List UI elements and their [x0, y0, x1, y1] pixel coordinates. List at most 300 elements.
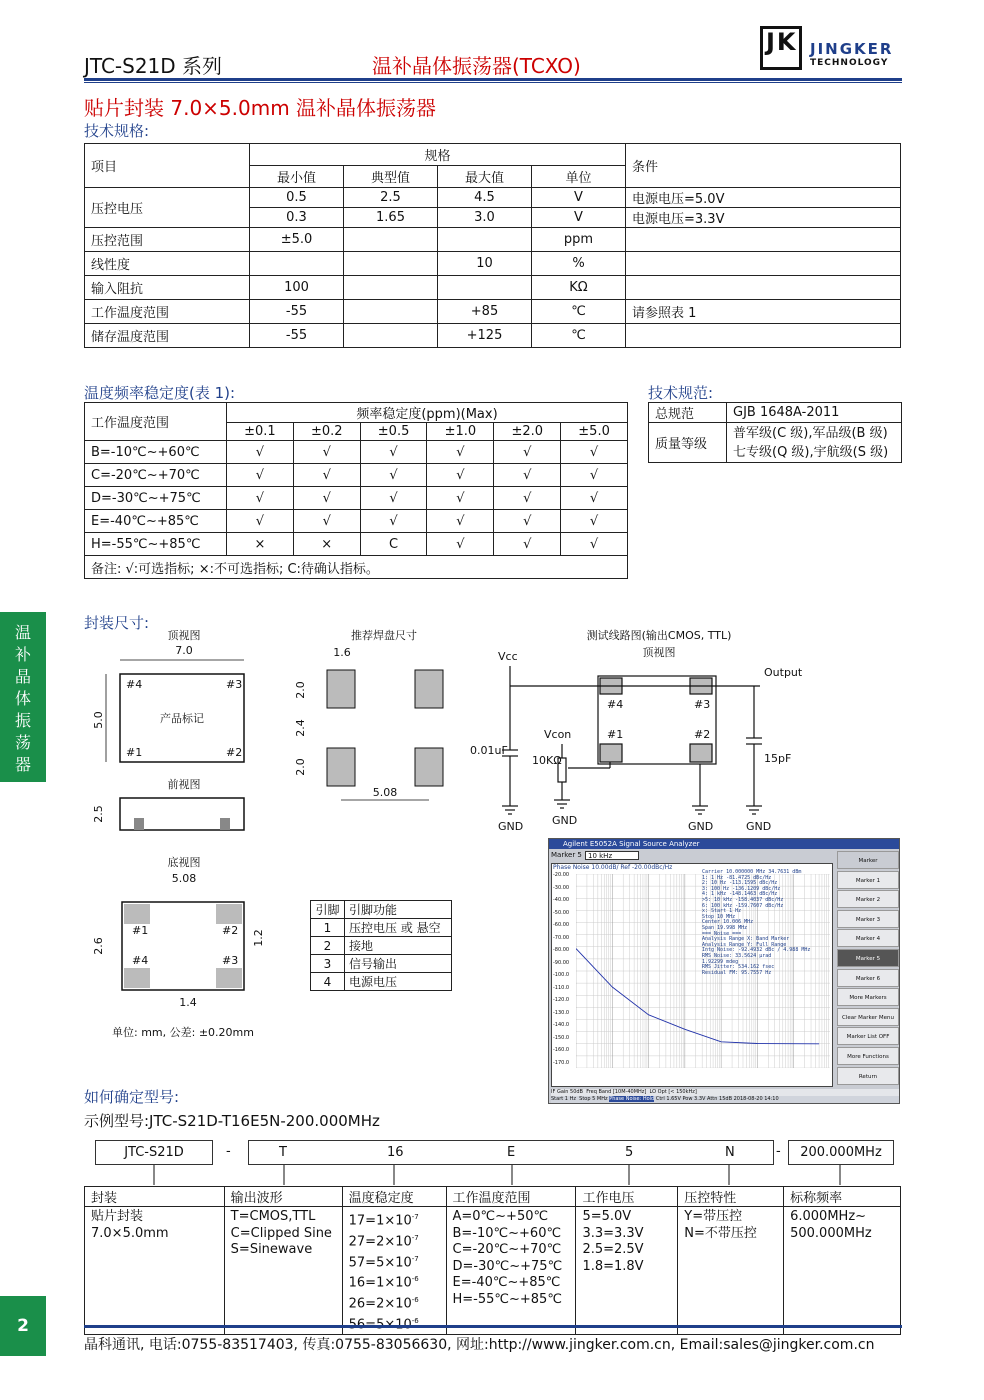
table-cell: 1.65 [344, 208, 438, 228]
model-option [684, 1209, 777, 1226]
model-option-text: 57=5×10 [348, 1254, 412, 1270]
footer-rule [84, 1325, 902, 1328]
table-cell: 4.5 [438, 188, 532, 208]
model-option [349, 1251, 440, 1272]
table-cell: 储存温度范围 [85, 324, 250, 348]
table-cell [626, 252, 901, 276]
sa-menu-item[interactable]: Marker 5 [837, 949, 899, 967]
sa-menu-item[interactable]: Marker 3 [837, 910, 899, 928]
side-char: 荡 [14, 733, 31, 752]
model-option-text: 1.8=1.8V [582, 1258, 644, 1274]
model-exponent: -6 [411, 1296, 419, 1305]
pad-4 [327, 670, 355, 708]
stab-cell: √ [427, 487, 494, 510]
model-option [582, 1259, 671, 1276]
top-width-dim: 7.0 [175, 644, 193, 657]
stab-cell: √ [227, 510, 294, 533]
logo-name: JINGKER [810, 40, 894, 58]
model-exponent: -7 [411, 1213, 419, 1221]
stab-range: D=-30℃~+75℃ [85, 487, 227, 510]
pad-distance-dim: 5.08 [372, 786, 398, 799]
gnd1-label: GND [498, 820, 524, 833]
side-char: 晶 [14, 667, 31, 686]
model-col-header: 输出波形 [224, 1187, 342, 1207]
model-col [678, 1207, 784, 1335]
sa-y-label: -120.0 [553, 997, 570, 1003]
front-height-dim: 2.5 [92, 805, 105, 823]
table-cell: 3.0 [438, 208, 532, 228]
sa-y-label: -160.0 [553, 1047, 570, 1053]
table-cell: 接地 [345, 937, 452, 955]
table-cell [344, 228, 438, 252]
product-mark-label: 产品标记 [160, 712, 204, 725]
sa-menu-item[interactable]: Return [837, 1067, 899, 1085]
spec-h-typ: 典型值 [344, 166, 438, 188]
model-option-text: 3.3=3.3V [582, 1225, 644, 1241]
table-cell: 0.5 [250, 188, 344, 208]
sa-readout-line: 1.92299 mdeg [702, 958, 739, 965]
table-cell [626, 324, 901, 348]
circ-pin2: #2 [694, 728, 711, 741]
stab-h-fs: 频率稳定度(ppm)(Max) [227, 403, 628, 423]
table-cell [344, 252, 438, 276]
pin-h2: 引脚功能 [345, 901, 452, 919]
unit-note: 单位: mm, 公差: ±0.20mm [112, 1026, 254, 1039]
table-cell: 工作温度范围 [85, 300, 250, 324]
sa-menu-item[interactable]: Marker [837, 851, 899, 869]
logo-letters: JK [766, 28, 798, 56]
sa-status8: Pow 3.3V [682, 1096, 706, 1102]
sa-status5: Stop 5 MHz [579, 1096, 608, 1102]
stab-cell: √ [293, 487, 360, 510]
table-cell: 10 [438, 252, 532, 276]
sa-readout-line: RMS Noise: 33.5624 µrad [702, 952, 772, 959]
spec-h-item: 项目 [85, 144, 250, 188]
table-cell: 压控电压 [85, 188, 250, 228]
tech-heading: 技术规范: [648, 384, 714, 402]
model-option-text: 27=2×10 [348, 1234, 412, 1250]
sa-y-label: -40.00 [553, 897, 570, 903]
stab-cell: × [227, 533, 294, 556]
model-option-text: 7.0×5.0mm [91, 1225, 169, 1241]
sa-menu-item[interactable]: Marker 1 [837, 871, 899, 889]
model-option [349, 1230, 440, 1251]
sa-readout-line: x: Start 1 Hz [702, 908, 742, 915]
sa-status-bar [551, 1089, 899, 1096]
sa-y-label: -60.00 [553, 922, 570, 928]
circ-pin3: #3 [694, 698, 711, 711]
model-option [91, 1226, 218, 1243]
model-box-code [248, 1140, 774, 1165]
table-cell: % [532, 252, 626, 276]
model-option-text: 26=2×10 [348, 1296, 412, 1312]
model-option [453, 1226, 570, 1243]
model-option [790, 1209, 894, 1226]
page-number: 2 [0, 1296, 46, 1356]
model-option [582, 1242, 671, 1259]
table-row [85, 487, 628, 510]
model-option [582, 1209, 671, 1226]
top-pin1: #1 [126, 746, 143, 759]
sa-menu-item[interactable]: Marker List OFF [837, 1027, 899, 1045]
model-option-text: A=0℃~+50℃ [452, 1209, 549, 1224]
stab-col-header: ±5.0 [561, 423, 628, 441]
side-char: 体 [14, 689, 31, 708]
spec-table [84, 143, 901, 348]
model-code-16: 16 [387, 1145, 404, 1160]
model-col [85, 1207, 225, 1335]
pad-h1: 2.0 [294, 681, 307, 699]
tech-table [648, 402, 902, 463]
sa-y-label: -130.0 [553, 1009, 570, 1016]
table-cell: 电源电压=5.0V [626, 188, 901, 208]
table-cell: 电源电压=3.3V [626, 208, 901, 228]
model-heading: 如何确定型号: [84, 1088, 180, 1106]
model-option-text: 5=5.0V [582, 1209, 632, 1224]
stab-cell: √ [494, 441, 561, 464]
model-box-freq: 200.000MHz [788, 1140, 894, 1165]
model-col-header: 工作温度范围 [446, 1187, 576, 1207]
jingker-logo [760, 26, 902, 76]
pad-label: 推荐焊盘尺寸 [351, 629, 417, 642]
main-title: 贴片封装 7.0×5.0mm 温补晶体振荡器 [84, 96, 437, 120]
logo-sub: TECHNOLOGY [810, 58, 889, 68]
sa-status-bar2 [551, 1096, 899, 1103]
stab-cell: √ [494, 533, 561, 556]
sa-date: 2018-08-20 14:10 [733, 1096, 779, 1102]
sa-status6: Phase Noise: Hold [609, 1096, 655, 1102]
gnd2-label: GND [552, 814, 578, 827]
table-cell: ℃ [532, 300, 626, 324]
model-code-e: E [507, 1145, 516, 1160]
model-col-header: 封装 [85, 1187, 225, 1207]
sa-readout-line: >5: 10 kHz -158.4037 dBc/Hz [702, 896, 784, 903]
table-row [85, 510, 628, 533]
table-cell: 2 [311, 937, 345, 955]
sa-y-label: -20.00 [553, 872, 570, 878]
gnd3-label: GND [688, 820, 714, 833]
table-cell: ℃ [532, 324, 626, 348]
sa-readout-line: Center 10.006 MHz [702, 919, 754, 926]
sa-status9: Attn 15dB [707, 1096, 732, 1102]
table-cell: 线性度 [85, 252, 250, 276]
table-cell: V [532, 188, 626, 208]
table-cell: ±5.0 [250, 228, 344, 252]
model-exponent: -7 [411, 1233, 419, 1242]
model-option-text: S=Sinewave [230, 1242, 313, 1257]
table-cell: 压控电压 或 悬空 [345, 919, 452, 937]
table-row [85, 441, 628, 464]
stab-range: H=-55℃~+85℃ [85, 533, 227, 556]
stab-cell: √ [561, 464, 628, 487]
sa-readout-line: Residual FM: 95.7557 Hz [702, 969, 772, 976]
stab-col-header: ±2.0 [494, 423, 561, 441]
table-cell [626, 276, 901, 300]
spec-h-spec: 规格 [250, 144, 626, 166]
sa-readout-line: Analysis Range Y: Full Range [702, 941, 787, 948]
table-cell: 2.5 [344, 188, 438, 208]
vcc-label: Vcc [498, 650, 518, 663]
table-cell: 电源电压 [345, 973, 452, 991]
top-pin4: #4 [126, 678, 143, 691]
pad-h3: 2.0 [294, 758, 307, 776]
model-exponent: -6 [411, 1275, 419, 1284]
model-option-text: T=CMOS,TTL [230, 1209, 316, 1224]
stability-table [84, 402, 628, 579]
stab-cell: × [293, 533, 360, 556]
model-option [684, 1226, 777, 1243]
model-option-text: E=-40℃~+85℃ [452, 1275, 561, 1290]
stab-cell: C [360, 533, 427, 556]
model-option-text: D=-30℃~+75℃ [452, 1258, 563, 1274]
bottom-pin4: #4 [132, 954, 149, 967]
pad-2 [415, 748, 443, 786]
stab-cell: √ [360, 441, 427, 464]
sa-y-label: -140.0 [553, 1022, 570, 1028]
cap2-label: 15pF [764, 752, 792, 765]
sa-readout-line: Carrier 10.000000 MHz 34.7631 dBm [702, 869, 802, 875]
stab-range: C=-20℃~+70℃ [85, 464, 227, 487]
sa-marker-value: 10 kHz [585, 851, 639, 860]
sa-title: Agilent E5052A Signal Source Analyzer [549, 839, 899, 849]
model-exponent: -6 [411, 1317, 419, 1326]
header-rule [84, 78, 902, 81]
side-char: 振 [14, 711, 31, 730]
stab-cell: √ [494, 487, 561, 510]
stab-cell: √ [360, 464, 427, 487]
top-view-label: 顶视图 [167, 629, 201, 642]
model-connectors [84, 1165, 902, 1187]
sa-menu-item[interactable]: More Markers [837, 988, 899, 1006]
sa-y-label: -170.0 [553, 1059, 570, 1066]
sa-marker: Marker 5 [551, 851, 582, 859]
stab-col-header: ±0.5 [360, 423, 427, 441]
tech-v2b: 七专级(Q 级),宇航级(S 级) [733, 444, 889, 460]
model-dash2: - [776, 1144, 781, 1159]
vcon-label: Vcon [544, 728, 572, 741]
bottom-width-dim: 5.08 [171, 872, 197, 885]
model-col [446, 1207, 576, 1335]
series-title: JTC-S21D 系列 [84, 54, 223, 78]
bottom-view-label: 底视图 [167, 856, 201, 869]
stab-cell: √ [427, 510, 494, 533]
sa-status4: Start 1 Hz [551, 1096, 576, 1102]
sa-status1: IF Gain 50dB [551, 1089, 583, 1095]
bottom-pin2: #2 [222, 924, 239, 937]
model-col [784, 1207, 901, 1335]
model-option-text: B=-10℃~+60℃ [452, 1225, 562, 1241]
footer-contact: 晶科通讯, 电话:0755-83517403, 传真:0755-83056630, 网址:http://www.jingker.com.cn, Email:sales@jingker.com.cn [84, 1337, 875, 1353]
sa-readout-line: Intg Noise: -92.4932 dBc / 4.988 MHz [702, 947, 811, 954]
test-circuit [464, 628, 824, 838]
sa-readout-line: Span 19.998 MHz [702, 924, 748, 931]
product-type-title: 温补晶体振荡器(TCXO) [372, 54, 581, 78]
stab-range: E=-40℃~+85℃ [85, 510, 227, 533]
table-cell: 信号输出 [345, 955, 452, 973]
stab-cell: √ [427, 441, 494, 464]
pad-width-dim: 1.6 [333, 646, 351, 659]
tech-k2: 质量等级 [649, 423, 727, 463]
table-cell [344, 300, 438, 324]
table-cell: 压控范围 [85, 228, 250, 252]
model-option-text: 17=1×10 [348, 1213, 412, 1229]
model-option-text: N=不带压控 [684, 1225, 757, 1241]
stab-cell: √ [227, 441, 294, 464]
circ-pin1: #1 [607, 728, 624, 741]
stab-h-range: 工作温度范围 [85, 403, 227, 441]
model-code-t: T [279, 1145, 287, 1160]
model-col-header: 温度稳定度 [342, 1187, 446, 1207]
gnd4-label: GND [746, 820, 772, 833]
table-cell: ppm [532, 228, 626, 252]
model-option-text: C=-20℃~+70℃ [452, 1242, 562, 1257]
model-col-header: 标称频率 [784, 1187, 901, 1207]
top-height-dim: 5.0 [92, 711, 105, 729]
table-cell: 1 [311, 919, 345, 937]
model-option [349, 1292, 440, 1313]
tech-v2a: 普军级(C 级),军品级(B 级) [733, 425, 888, 441]
pin-h1: 引脚 [311, 901, 345, 919]
table-cell: 输入阻抗 [85, 276, 250, 300]
model-option-text: C=Clipped Sine [230, 1225, 332, 1241]
stab-cell: √ [427, 533, 494, 556]
model-col [224, 1207, 342, 1335]
stab-col-header: ±0.2 [293, 423, 360, 441]
model-code-5: 5 [625, 1145, 634, 1160]
table-cell: KΩ [532, 276, 626, 300]
stab-cell: √ [360, 487, 427, 510]
stab-col-header: ±0.1 [227, 423, 294, 441]
stab-cell: √ [293, 464, 360, 487]
sa-plot [551, 863, 833, 1087]
stab-cell: √ [227, 464, 294, 487]
spec-h-unit: 单位 [532, 166, 626, 188]
model-table [84, 1186, 901, 1335]
model-code-n: N [725, 1145, 735, 1160]
stab-cell: √ [227, 487, 294, 510]
sa-readout-line: 6: 100 kHz -159.7607 dBc/Hz [702, 902, 784, 909]
model-option [231, 1226, 336, 1243]
model-option [91, 1209, 218, 1226]
table-cell: -55 [250, 324, 344, 348]
model-exponent: -7 [411, 1254, 419, 1263]
sa-menu-item[interactable]: Marker 6 [837, 969, 899, 987]
sa-menu-item[interactable]: Marker 4 [837, 929, 899, 947]
table-cell: 100 [250, 276, 344, 300]
model-option [582, 1226, 671, 1243]
table-cell: +125 [438, 324, 532, 348]
sa-y-label: -150.0 [553, 1034, 570, 1041]
model-option-text: 贴片封装 [91, 1209, 144, 1224]
stab-heading: 温度频率稳定度(表 1): [84, 384, 236, 402]
sa-readout-line: RMS Jitter: 534.162 fsec [702, 964, 775, 971]
model-col-header: 压控特性 [678, 1187, 784, 1207]
table-cell [438, 228, 532, 252]
model-option [790, 1226, 894, 1243]
circ-pin4: #4 [607, 698, 624, 711]
model-option [349, 1313, 440, 1334]
side-tab [0, 612, 46, 782]
model-dash1: - [226, 1144, 231, 1159]
side-char: 器 [14, 755, 31, 774]
circuit-subtitle: 顶视图 [642, 646, 676, 659]
bottom-height-dim: 2.6 [92, 937, 105, 955]
stab-cell: √ [561, 441, 628, 464]
sa-readout-line: Stop 10 MHz [702, 913, 736, 920]
stab-cell: √ [427, 464, 494, 487]
table-cell: V [532, 208, 626, 228]
table-cell: 0.3 [250, 208, 344, 228]
model-option-text: H=-55℃~+85℃ [452, 1291, 562, 1307]
sa-status7: Ctrl 1.65V [655, 1096, 681, 1102]
model-option-text: 6.000MHz~ [790, 1209, 867, 1224]
stab-cell: √ [561, 510, 628, 533]
model-option-text: 500.000MHz [790, 1225, 872, 1241]
top-pin3: #3 [226, 678, 243, 691]
side-char: 温 [14, 623, 31, 642]
model-option [453, 1259, 570, 1276]
table-cell [344, 276, 438, 300]
pad-3 [415, 670, 443, 708]
stab-range: B=-10℃~+60℃ [85, 441, 227, 464]
table-row [85, 464, 628, 487]
sa-y-label: -50.00 [553, 909, 570, 916]
bottom-pin1: #1 [132, 924, 149, 937]
sa-y-label: -90.00 [553, 959, 570, 966]
pad-1 [327, 748, 355, 786]
model-option-text: 16=1×10 [348, 1275, 412, 1291]
bottom-side-dim: 1.2 [252, 929, 265, 947]
model-option [231, 1242, 336, 1259]
table-cell [344, 324, 438, 348]
header-rule-thin [84, 82, 902, 83]
model-option-text: Y=带压控 [684, 1209, 743, 1224]
table-cell: +85 [438, 300, 532, 324]
bottom-pad-dim: 1.4 [179, 996, 197, 1009]
sa-readout-line: 4: 1 kHz -148.1463 dBc/Hz [702, 891, 778, 898]
stab-col-header: ±1.0 [427, 423, 494, 441]
sa-readout-line: === Noise === [702, 930, 742, 937]
model-option [453, 1209, 570, 1226]
sa-readout-line: Analysis Range X: Band Marker [702, 936, 790, 943]
model-option [231, 1209, 336, 1226]
spec-h-max: 最大值 [438, 166, 532, 188]
sa-readout-line: 2: 10 Hz -113.1595 dBc/Hz [702, 880, 778, 887]
sa-status3: LO Opt [< 150kHz] [649, 1089, 697, 1095]
table-cell [438, 276, 532, 300]
model-col [576, 1207, 678, 1335]
cap1-label: 0.01uF [470, 744, 508, 757]
model-option [453, 1292, 570, 1309]
spec-h-min: 最小值 [250, 166, 344, 188]
sa-status2: Freq Band [10M-40MHz] [586, 1089, 647, 1095]
sa-menu-item[interactable]: More Functions [837, 1047, 899, 1065]
tech-k1: 总规范 [649, 403, 727, 423]
sa-readout-line: 1: 1 Hz -81.4725 dBc/Hz [702, 874, 772, 881]
bottom-pin3: #3 [222, 954, 239, 967]
table-cell [626, 228, 901, 252]
sa-menu-item[interactable]: Marker 2 [837, 890, 899, 908]
signal-analyzer-screen [548, 838, 900, 1104]
pkg-heading: 封装尺寸: [84, 614, 150, 632]
sa-menu-item[interactable]: Clear Marker Menu [837, 1008, 899, 1026]
model-box-series: JTC-S21D [95, 1140, 213, 1165]
sa-y-label: -100.0 [553, 972, 570, 978]
table-row [85, 533, 628, 556]
res-label: 10KΩ [532, 754, 562, 767]
model-col [342, 1207, 446, 1335]
sa-y-label: -30.00 [553, 884, 570, 891]
